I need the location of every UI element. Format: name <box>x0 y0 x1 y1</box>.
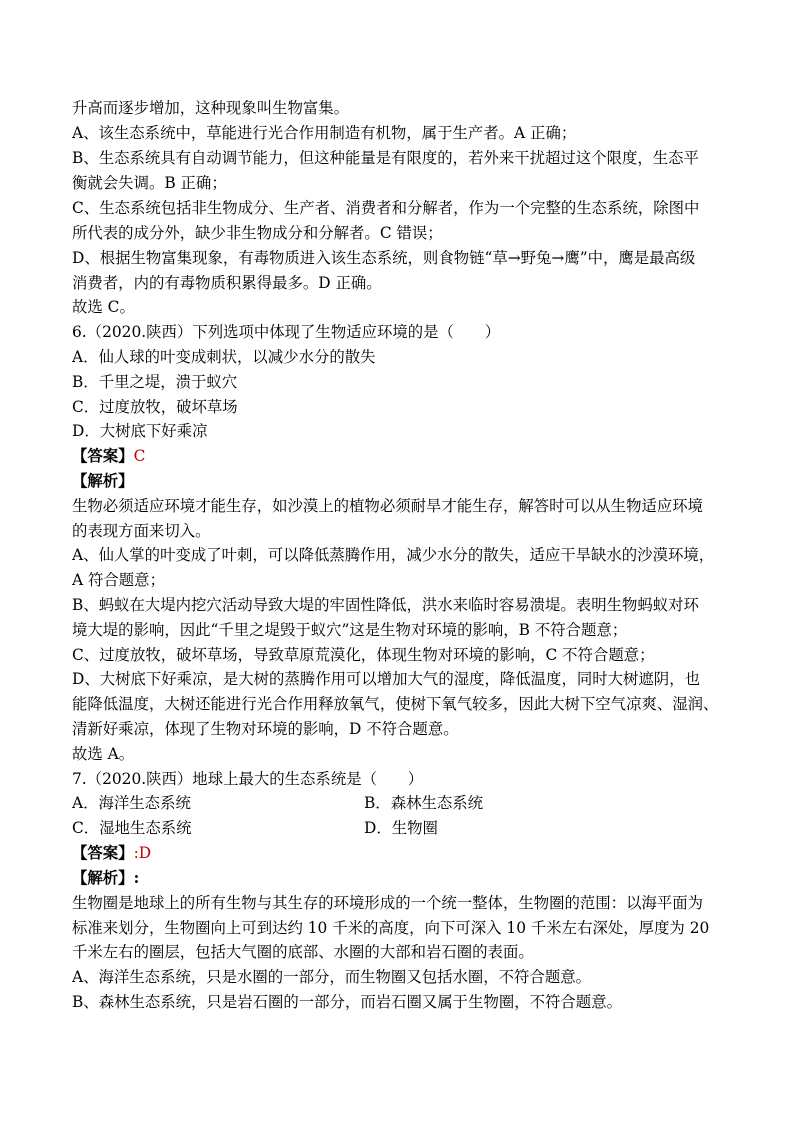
analysis-line: B、森林生态系统，只是岩石圈的一部分，而岩石圈又属于生物圈，不符合题意。 <box>72 993 622 1011</box>
analysis-line: 境大堤的影响，因此“千里之堤毁于蚁穴”这是生物对环境的影响，B 不符合题意； <box>72 621 628 639</box>
answer-value: C <box>133 447 146 465</box>
text-line: C、生态系统包括非生物成分、生产者、消费者和分解者，作为一个完整的生态系统，除图中 <box>72 199 700 217</box>
analysis-line: C、过度放牧，破坏草场，导致草原荒漠化，体现生物对环境的影响，C 不符合题意； <box>72 646 655 664</box>
analysis-tag <box>72 471 134 495</box>
option-a: A．仙人球的叶变成刺状，以减少水分的散失 <box>72 348 376 366</box>
text-line: B、生态系统具有自动调节能力，但这种能量是有限度的，若外来干扰超过这个限度，生态平 <box>72 149 699 167</box>
analysis-tag <box>72 868 139 892</box>
analysis-line: 故选 A。 <box>72 745 135 763</box>
analysis-line: 清新好乘凉，体现了生物对环境的影响，D 不符合题意。 <box>72 720 459 738</box>
answer-tag: 【答案】 <box>72 844 134 862</box>
text-line: 故选 C。 <box>72 298 135 316</box>
text-line: A、该生态系统中，草能进行光合作用制造有机物，属于生产者。A 正确； <box>72 124 577 142</box>
answer-line <box>72 446 145 470</box>
analysis-line: B、蚂蚁在大堤内挖穴活动导致大堤的牢固性降低，洪水来临时容易溃堤。表明生物蚂蚁对环 <box>72 596 699 614</box>
analysis-line: 生物必须适应环境才能生存，如沙漠上的植物必须耐旱才能生存，解答时可以从生物适应环境 <box>72 497 704 515</box>
text-line: 升高而逐步增加，这种现象叫生物富集。 <box>72 99 350 117</box>
analysis-line: A、海洋生态系统，只是水圈的一部分，而生物圈又包括水圈，不符合题意。 <box>72 968 592 986</box>
analysis-line: 标准来划分，生物圈向上可到达约 10 千米的高度，向下可深入 10 千米左右深处，厚度为 20 <box>72 919 710 937</box>
option-d: D．生物圈 <box>364 819 438 837</box>
text-line: D、根据生物富集现象，有毒物质进入该生态系统，则食物链“草→野兔→鹰”中，鹰是最高级 <box>72 249 696 267</box>
question-stem: 7.（2020.陕西）地球上最大的生态系统是（ ） <box>72 770 424 788</box>
answer-value: :D <box>133 844 152 862</box>
analysis-label: 【解析】 <box>72 869 134 887</box>
analysis-colon: : <box>133 869 140 887</box>
answer-tag: 【答案】 <box>72 447 134 465</box>
analysis-line: D、大树底下好乘凉，是大树的蒸腾作用可以增加大气的湿度，降低温度，同时大树遮阴，也 <box>72 670 700 688</box>
question-stem: 6.（2020.陕西）下列选项中体现了生物适应环境的是（ ） <box>72 323 501 341</box>
analysis-label: 【解析】 <box>72 472 134 490</box>
option-c: C．过度放牧，破坏草场 <box>72 398 238 416</box>
analysis-line: 千米左右的圈层，包括大气圈的底部、水圈的大部和岩石圈的表面。 <box>72 943 534 961</box>
option-b: B．森林生态系统 <box>364 794 484 812</box>
option-a: A．海洋生态系统 <box>72 794 191 812</box>
option-c: C．湿地生态系统 <box>72 819 192 837</box>
analysis-line: A、仙人掌的叶变成了叶刺，可以降低蒸腾作用，减少水分的散失，适应干旱缺水的沙漠环境， <box>72 546 715 564</box>
analysis-line: 生物圈是地球上的所有生物与其生存的环境形成的一个统一整体，生物圈的范围：以海平面为 <box>72 894 704 912</box>
option-d: D．大树底下好乘凉 <box>72 422 208 440</box>
analysis-line: 的表现方面来切入。 <box>72 522 211 540</box>
analysis-line: A 符合题意； <box>72 571 165 589</box>
answer-line <box>72 843 151 867</box>
text-line: 衡就会失调。B 正确； <box>72 174 227 192</box>
text-line: 消费者，内的有毒物质积累得最多。D 正确。 <box>72 274 382 292</box>
analysis-line: 能降低温度，大树还能进行光合作用释放氧气，使树下氧气较多，因此大树下空气凉爽、湿润、 <box>72 695 719 713</box>
text-line: 所代表的成分外，缺少非生物成分和分解者。C 错误； <box>72 224 443 242</box>
option-b: B．千里之堤，溃于蚁穴 <box>72 373 238 391</box>
